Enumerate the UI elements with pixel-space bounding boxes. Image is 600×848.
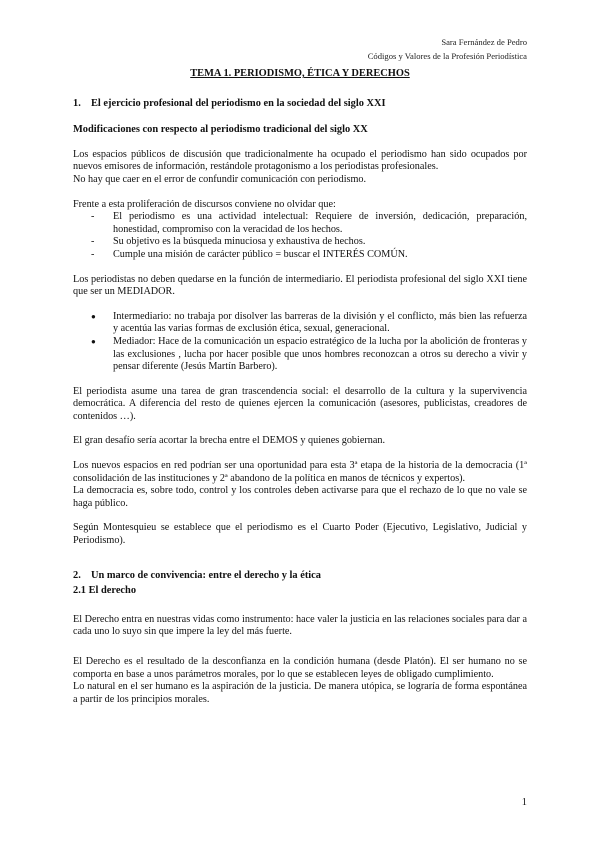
header-author: Sara Fernández de Pedro — [441, 37, 527, 47]
paragraph-network-spaces — [73, 460, 527, 510]
paragraph-text: Lo natural en el ser humano es la aspiración de la justicia. De manera utópica, se lograría de forma espontánea a partir de los principios morales. — [73, 681, 527, 705]
page-header — [368, 35, 527, 63]
section-2-heading — [73, 570, 527, 583]
header-course: Códigos y Valores de la Profesión Periodística — [367, 51, 527, 61]
document-title: TEMA 1. PERIODISMO, ÉTICA Y DERECHOS — [190, 68, 410, 79]
paragraph-public-spaces — [73, 149, 527, 187]
paragraph-demos: El gran desafío sería acortar la brecha entre el DEMOS y quienes gobiernan. — [73, 435, 386, 447]
section-2-subheading: 2.1 El derecho — [73, 585, 137, 597]
bullet-list — [73, 311, 527, 374]
section-1-subheading: Modificaciones con respecto al periodismo tradicional del siglo XX — [73, 124, 368, 136]
section-1-number: 1. — [73, 97, 81, 109]
section-1-title: El ejercicio profesional del periodismo en la sociedad del siglo XXI — [91, 97, 386, 109]
paragraph-text: Los espacios públicos de discusión que tradicionalmente ha ocupado el periodismo han sido ocupados por nuevos emisores de información, restándole protagonismo a los periodistas profesionales. — [73, 148, 527, 173]
section-2-number: 2. — [73, 569, 81, 581]
list-item: - El periodismo es una actividad intelectual: Requiere de inversión, dedicación, preparación, honestidad, compromiso con la veracidad de los hechos. — [113, 211, 527, 236]
dash-list — [73, 211, 527, 261]
paragraph-text: La democracia es, sobre todo, control y los controles deben activarse para que el rechazo de lo que no vale se haga público. — [73, 485, 527, 509]
page-number: 1 — [521, 797, 527, 808]
paragraph-intro-list: Frente a esta proliferación de discursos conviene no olvidar que: — [73, 198, 336, 210]
section-2-title: Un marco de convivencia: entre el derecho y la ética — [91, 569, 321, 581]
paragraph-text: El Derecho es el resultado de la desconfianza en la condición humana (desde Platón). El ser humano no se comporta en base a unos parámetros morales, por lo que se establecen leyes de obligado cumplimiento. — [73, 656, 527, 680]
paragraph-text: No hay que caer en el error de confundir comunicación con periodismo. — [73, 173, 367, 185]
paragraph-law-distrust — [73, 656, 527, 706]
document-body — [73, 68, 527, 718]
list-item: - Su objetivo es la búsqueda minuciosa y exhaustiva de hechos. — [113, 236, 527, 249]
paragraph-law-instrument: El Derecho entra en nuestras vidas como instrumento: hace valer la justicia en las relaciones sociales para dar a cada uno lo suyo sin que impere la ley del más fuerte. — [73, 613, 527, 638]
list-item: ● Intermediario: no trabaja por disolver las barreras de la división y el conflicto, más bien las refuerza y acentúa las varias formas de exclusión ética, sexual, generacional. — [113, 311, 527, 336]
list-item: ● Mediador: Hace de la comunicación un espacio estratégico de la lucha por la abolición de fronteras y las exclusiones , lucha por hacer posible que unos hombres reconozcan a otros su derecho a vivir y pensar diferente (Jesús Martín Barbero). — [113, 336, 527, 374]
list-item: - Cumple una misión de carácter público = buscar el INTERÉS COMÚN. — [113, 249, 527, 262]
section-1-heading — [73, 98, 527, 111]
paragraph-mediator: Los periodistas no deben quedarse en la función de intermediario. El periodista profesional del siglo XXI tiene que ser un MEDIADOR. — [73, 273, 527, 298]
paragraph-text: Los nuevos espacios en red podrían ser una oportunidad para esta 3ª etapa de la historia de la democracia (1ª consolidación de las instituciones y 2ª abandono de la política en manos de técnicos y expertos). — [73, 460, 527, 484]
paragraph-fourth-power: Según Montesquieu se establece que el periodismo es el Cuarto Poder (Ejecutivo, Legislativo, Judicial y Periodismo). — [73, 522, 527, 547]
paragraph-social-task: El periodista asume una tarea de gran trascendencia social: el desarrollo de la cultura y la supervivencia democrática. A diferencia del resto de quienes ejercen la comunicación (asesores, publicistas, creadores de contenidos …). — [73, 385, 527, 422]
